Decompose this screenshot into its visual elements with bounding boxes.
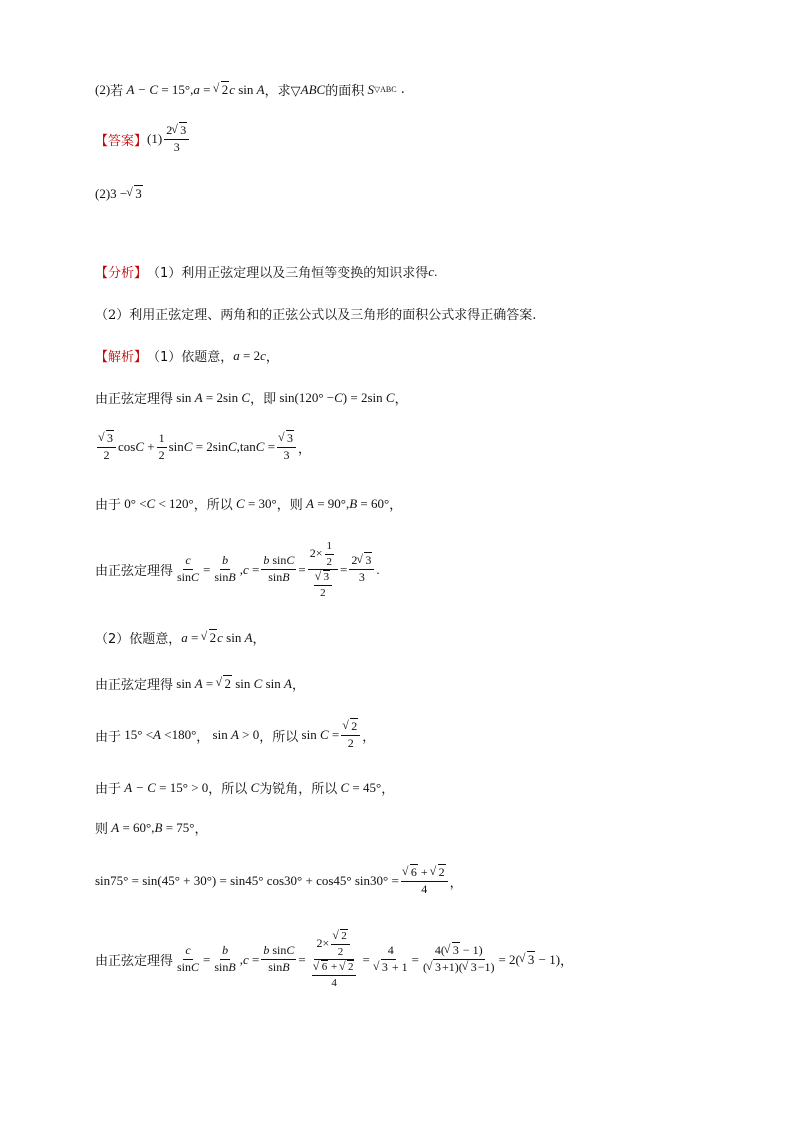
analysis-line-2: （2）利用正弦定理、两角和的正弦公式以及三角形的面积公式求得正确答案. (95, 308, 537, 323)
solution-line-10: 则 A = 60°, B = 75° ， (95, 819, 208, 837)
solution-line-5: 由正弦定理得 $\frac{c}{\sin C}$ = $\frac{b}{\sin B}$ , c = $\frac{\text{b sinC}}{\sin B}$ = 2× $\frac{1}{2}$ √ $\frac{3}{2}$ = $\frac{2√ 3}{3}$ . (95, 540, 380, 600)
solution-line-11: sin75° = sin(45° + 30°) = sin45° cos30° + cos45° sin30° = √ $\frac{6 + √ 2}{4}$ ， (95, 866, 463, 897)
solution-line-6: （2）依题意， a = √ 2 c sin A ， (95, 628, 266, 647)
solution-line-1: 【解析】 （1）依题意， a = 2 c ， (95, 347, 279, 365)
solution-line-12: 由正弦定理得 $\frac{c}{\sin C}$ = $\frac{b}{\sin B}$ , c = $\frac{\text{b sinC}}{\sin B}$ = 2× √ $\frac{2}{2}$ √ $\frac{6 + √ 2}{4}$ = 4 √ 3 + 1 = $\frac{4(√ 3 - 1)}{(√ 3+1)(√ 3-1)}$ = 2(√ 3 − 1) ， (95, 930, 573, 990)
question-2: (2) 若 A − C = 15°, a = √ 2 c sin A ，求▽ ABC 的面积 S ▽ABC . (95, 80, 405, 99)
solution-line-8: 由于 15° < A <180° ， sin A > 0 ，所以 sin C = √ $\frac{2}{2}$ ， (95, 720, 375, 751)
solution-line-7: 由正弦定理得 sin A = √ 2 sin C sin A ， (95, 674, 305, 693)
solution-line-3: √ $\frac{3}{2}$ cos C + $\frac{1}{2}$ sin C = 2sin C ,tan C = √ $\frac{3}{3}$ ， (95, 432, 311, 463)
answer-part-1: 【答案】 (1) $\frac{2√ 3}{3}$ (95, 124, 191, 155)
analysis-tag: 【分析】 (95, 266, 148, 281)
answer-part-1-fraction: $\frac{2√ 3}{3}$ (164, 124, 189, 155)
solution-line-2: 由正弦定理得 sin A = 2sin C ，即 sin(120° − C ) = 2sin C ， (95, 389, 408, 407)
solution-line-4: 由于 0° < C < 120° ，所以 C = 30° ，则 A = 90°, B = 60° ， (95, 495, 403, 513)
answer-tag: 【答案】 (95, 133, 148, 149)
solution-tag: 【解析】 (95, 350, 148, 365)
solution-line-9: 由于 A − C = 15° > 0 ，所以 C 为锐角，所以 C = 45° ， (95, 779, 395, 797)
answer-part-2: (2)3 − √ 3 (95, 186, 143, 202)
analysis-line-1: 【分析】 （1）利用正弦定理以及三角恒等变换的知识求得 c . (95, 263, 438, 281)
